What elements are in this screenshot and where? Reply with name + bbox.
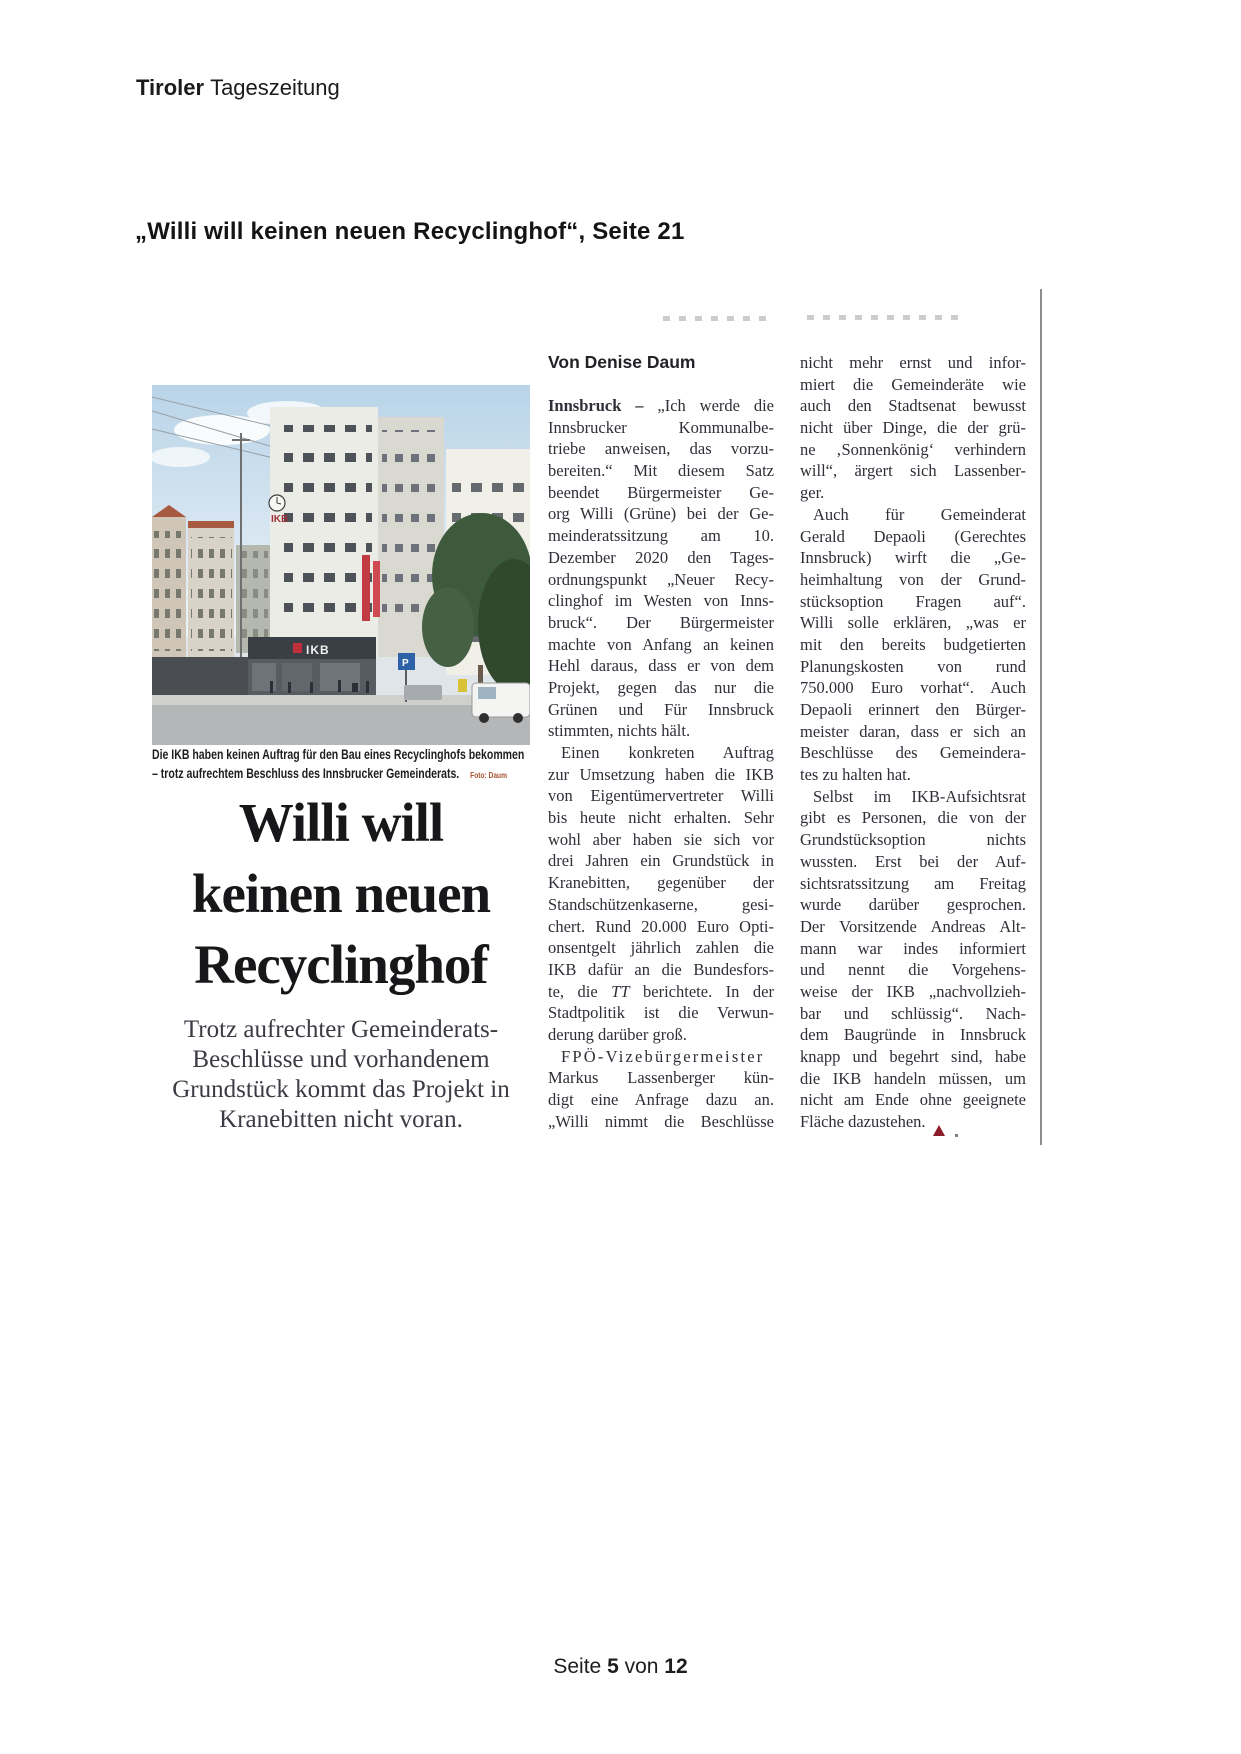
article-line: te, die TT berichtete. In der xyxy=(548,981,774,1001)
article-line: wurde darüber gesprochen. xyxy=(800,895,1026,915)
article-line: dem Baugründe in Innsbruck xyxy=(800,1025,1026,1045)
article-line: Innsbrucker Kommunalbe- xyxy=(548,417,774,437)
article-line: 750.000 Euro vorhat“. Auch xyxy=(800,678,1026,698)
article-line: Beschlüsse des Gemeindera- xyxy=(800,743,1026,763)
article-line: Der Vorsitzende Andreas Alt- xyxy=(800,916,1026,936)
column-divider-rule xyxy=(1040,289,1042,1145)
article-line: digt eine Anfrage dazu an. xyxy=(548,1090,774,1109)
article-line: gibt es Personen, die von der xyxy=(800,808,1026,828)
article-line: derung darüber groß. xyxy=(548,1024,687,1044)
article-line: tes zu halten hat. xyxy=(800,765,911,785)
article-line: Depaoli erinnert den Bürger- xyxy=(800,700,1026,719)
ikb-facade-sign-text: IKB xyxy=(271,514,289,525)
article-line: und nennt die Vorgehens- xyxy=(800,960,1026,980)
article-line: Auch für Gemeinderat xyxy=(813,504,1026,524)
article-line: Standschützenkaserne, gesi- xyxy=(548,894,774,914)
article-end-dot xyxy=(955,1134,958,1137)
article-line: Grundstücksoption nichts xyxy=(800,830,1026,850)
article-line: Innsbruck) wirft die „Ge- xyxy=(800,548,1026,568)
article-line: will“, ärgert sich Lassenber- xyxy=(800,461,1026,481)
article-line: Dezember 2020 den Tages- xyxy=(548,547,774,567)
ikb-band-sign-text: IKB xyxy=(306,643,330,657)
article-line: Willi solle erklären, „was er xyxy=(800,613,1026,633)
cutoff-text-fragment xyxy=(807,315,961,320)
article-line: von Eigentümervertreter Willi xyxy=(548,786,774,806)
article-line: Selbst im IKB-Aufsichtsrat xyxy=(813,786,1026,806)
article-column-2 xyxy=(800,352,1026,1133)
article-line: ne ‚Sonnenkönig‘ verhindern xyxy=(800,439,1026,459)
svg-text:P: P xyxy=(402,658,409,669)
article-line: Projekt, gegen das nur die xyxy=(548,677,774,697)
article-headline: Willi will keinen neuen Recyclinghof xyxy=(191,792,491,995)
article-line: drei Jahren ein Grundstück in xyxy=(548,851,774,871)
article-line: nicht über Dinge, die der grü- xyxy=(800,418,1026,438)
article-line: stimmten, nichts hält. xyxy=(548,721,691,741)
masthead-brand-rest: Tageszeitung xyxy=(210,75,340,100)
article-line: beendet Bürgermeister Ge- xyxy=(548,482,774,502)
article-line: Kranebitten, gegenüber der xyxy=(548,873,774,893)
article-line: nicht mehr ernst und infor- xyxy=(800,353,1026,372)
article-line: triebe anweisen, das vorzu- xyxy=(548,439,774,459)
article-line: Grünen und Für Innsbruck xyxy=(548,699,774,719)
article-line: heimhaltung von der Grund- xyxy=(800,569,1026,589)
article-line: wussten. Erst bei der Auf- xyxy=(800,851,1026,871)
article-line: clinghof im Westen von Inns- xyxy=(548,591,774,611)
photo-caption: Die IKB haben keinen Auftrag für den Bau eines Recyclinghofs bekommen – trotz aufrechtem Beschluss des Innsbrucker Gemeinderats. Foto: Daum xyxy=(152,747,525,781)
article-line: Gerald Depaoli (Gerechtes xyxy=(800,526,1026,546)
article-line: stücksoption Fragen auf“. xyxy=(800,591,1026,611)
article-line: IKB dafür an die Bundesfors- xyxy=(548,959,774,979)
masthead-brand-bold: Tiroler xyxy=(136,75,205,100)
article-line: Markus Lassenberger kün- xyxy=(548,1068,774,1088)
article-line: meister daran, dass er sich an xyxy=(800,721,1026,741)
article-line: bis heute nicht erhalten. Sehr xyxy=(548,808,774,828)
article-end-mark xyxy=(933,1125,945,1136)
page-title: „Willi will keinen neuen Recyclinghof“, Seite 21 xyxy=(135,218,685,245)
article-line: die IKB handeln müssen, um xyxy=(800,1068,1026,1088)
red-banner xyxy=(362,555,370,621)
newspaper-masthead xyxy=(136,76,340,100)
article-line: Planungskosten von rund xyxy=(800,656,1026,676)
article-line: FPÖ-Vizebürgermeister xyxy=(561,1046,765,1066)
article-line: onsentgelt jährlich zahlen die xyxy=(548,938,774,958)
yellow-bin xyxy=(458,679,467,692)
article-line: ordnungspunkt „Neuer Recy- xyxy=(548,569,774,589)
article-line: machte von Anfang an keinen xyxy=(548,634,774,654)
article-line: mann war indes informiert xyxy=(800,938,1026,958)
article-line: „Willi nimmt die Beschlüsse xyxy=(548,1111,774,1131)
article-line: Fläche dazustehen. xyxy=(800,1112,926,1132)
article-line: zur Umsetzung haben die IKB xyxy=(548,764,774,784)
byline: Von Denise Daum xyxy=(548,352,696,372)
article-line: Innsbruck – „Ich werde die xyxy=(548,396,774,415)
article-line: bruck“. Der Bürgermeister xyxy=(548,612,774,632)
article-line: meinderatssitzung am 10. xyxy=(548,526,774,546)
photo-credit: Foto: Daum xyxy=(470,770,507,780)
article-line: Einen konkreten Auftrag xyxy=(561,743,774,762)
article-line: sichtsratssitzung am Freitag xyxy=(800,873,1026,893)
column-text xyxy=(548,395,774,1132)
article-line: knapp und begehrt sind, habe xyxy=(800,1047,1026,1066)
article-line: mit den bereits budgetierten xyxy=(800,634,1026,654)
article-line: chert. Rund 20.000 Euro Opti- xyxy=(548,916,774,936)
newspaper-clipping xyxy=(135,285,1050,1149)
article-line: weise der IKB „nachvollzieh- xyxy=(800,981,1026,1001)
article-line: bar und schlüssig“. Nach- xyxy=(800,1003,1026,1023)
column-text xyxy=(800,352,1026,1133)
cutoff-text-fragment xyxy=(663,316,775,321)
article-line: bereiten.“ Mit diesem Satz xyxy=(548,461,774,481)
page-footer: Seite 5 von 12 xyxy=(553,1655,688,1678)
article-photo xyxy=(152,385,530,745)
article-line: ger. xyxy=(800,483,825,503)
article-line: Hehl daraus, dass er von dem xyxy=(548,656,774,676)
article-line: miert die Gemeinderäte wie xyxy=(800,374,1026,394)
article-standfirst: Trotz aufrechter Gemeinderats- Beschlüsse und vorhandenem Grundstück kommt das Projekt in Kranebitten nicht voran. xyxy=(172,1016,510,1133)
article-line: auch den Stadtsenat bewusst xyxy=(800,396,1026,416)
red-banner xyxy=(373,561,380,617)
article-line: Stadtpolitik ist die Verwun- xyxy=(548,1003,774,1023)
article-line: wohl aber haben sie sich vor xyxy=(548,829,774,849)
article-line: org Willi (Grüne) bei der Ge- xyxy=(548,504,774,524)
article-line: nicht am Ende ohne geeignete xyxy=(800,1090,1026,1110)
tree xyxy=(422,587,474,667)
article-column-1 xyxy=(548,352,774,1132)
